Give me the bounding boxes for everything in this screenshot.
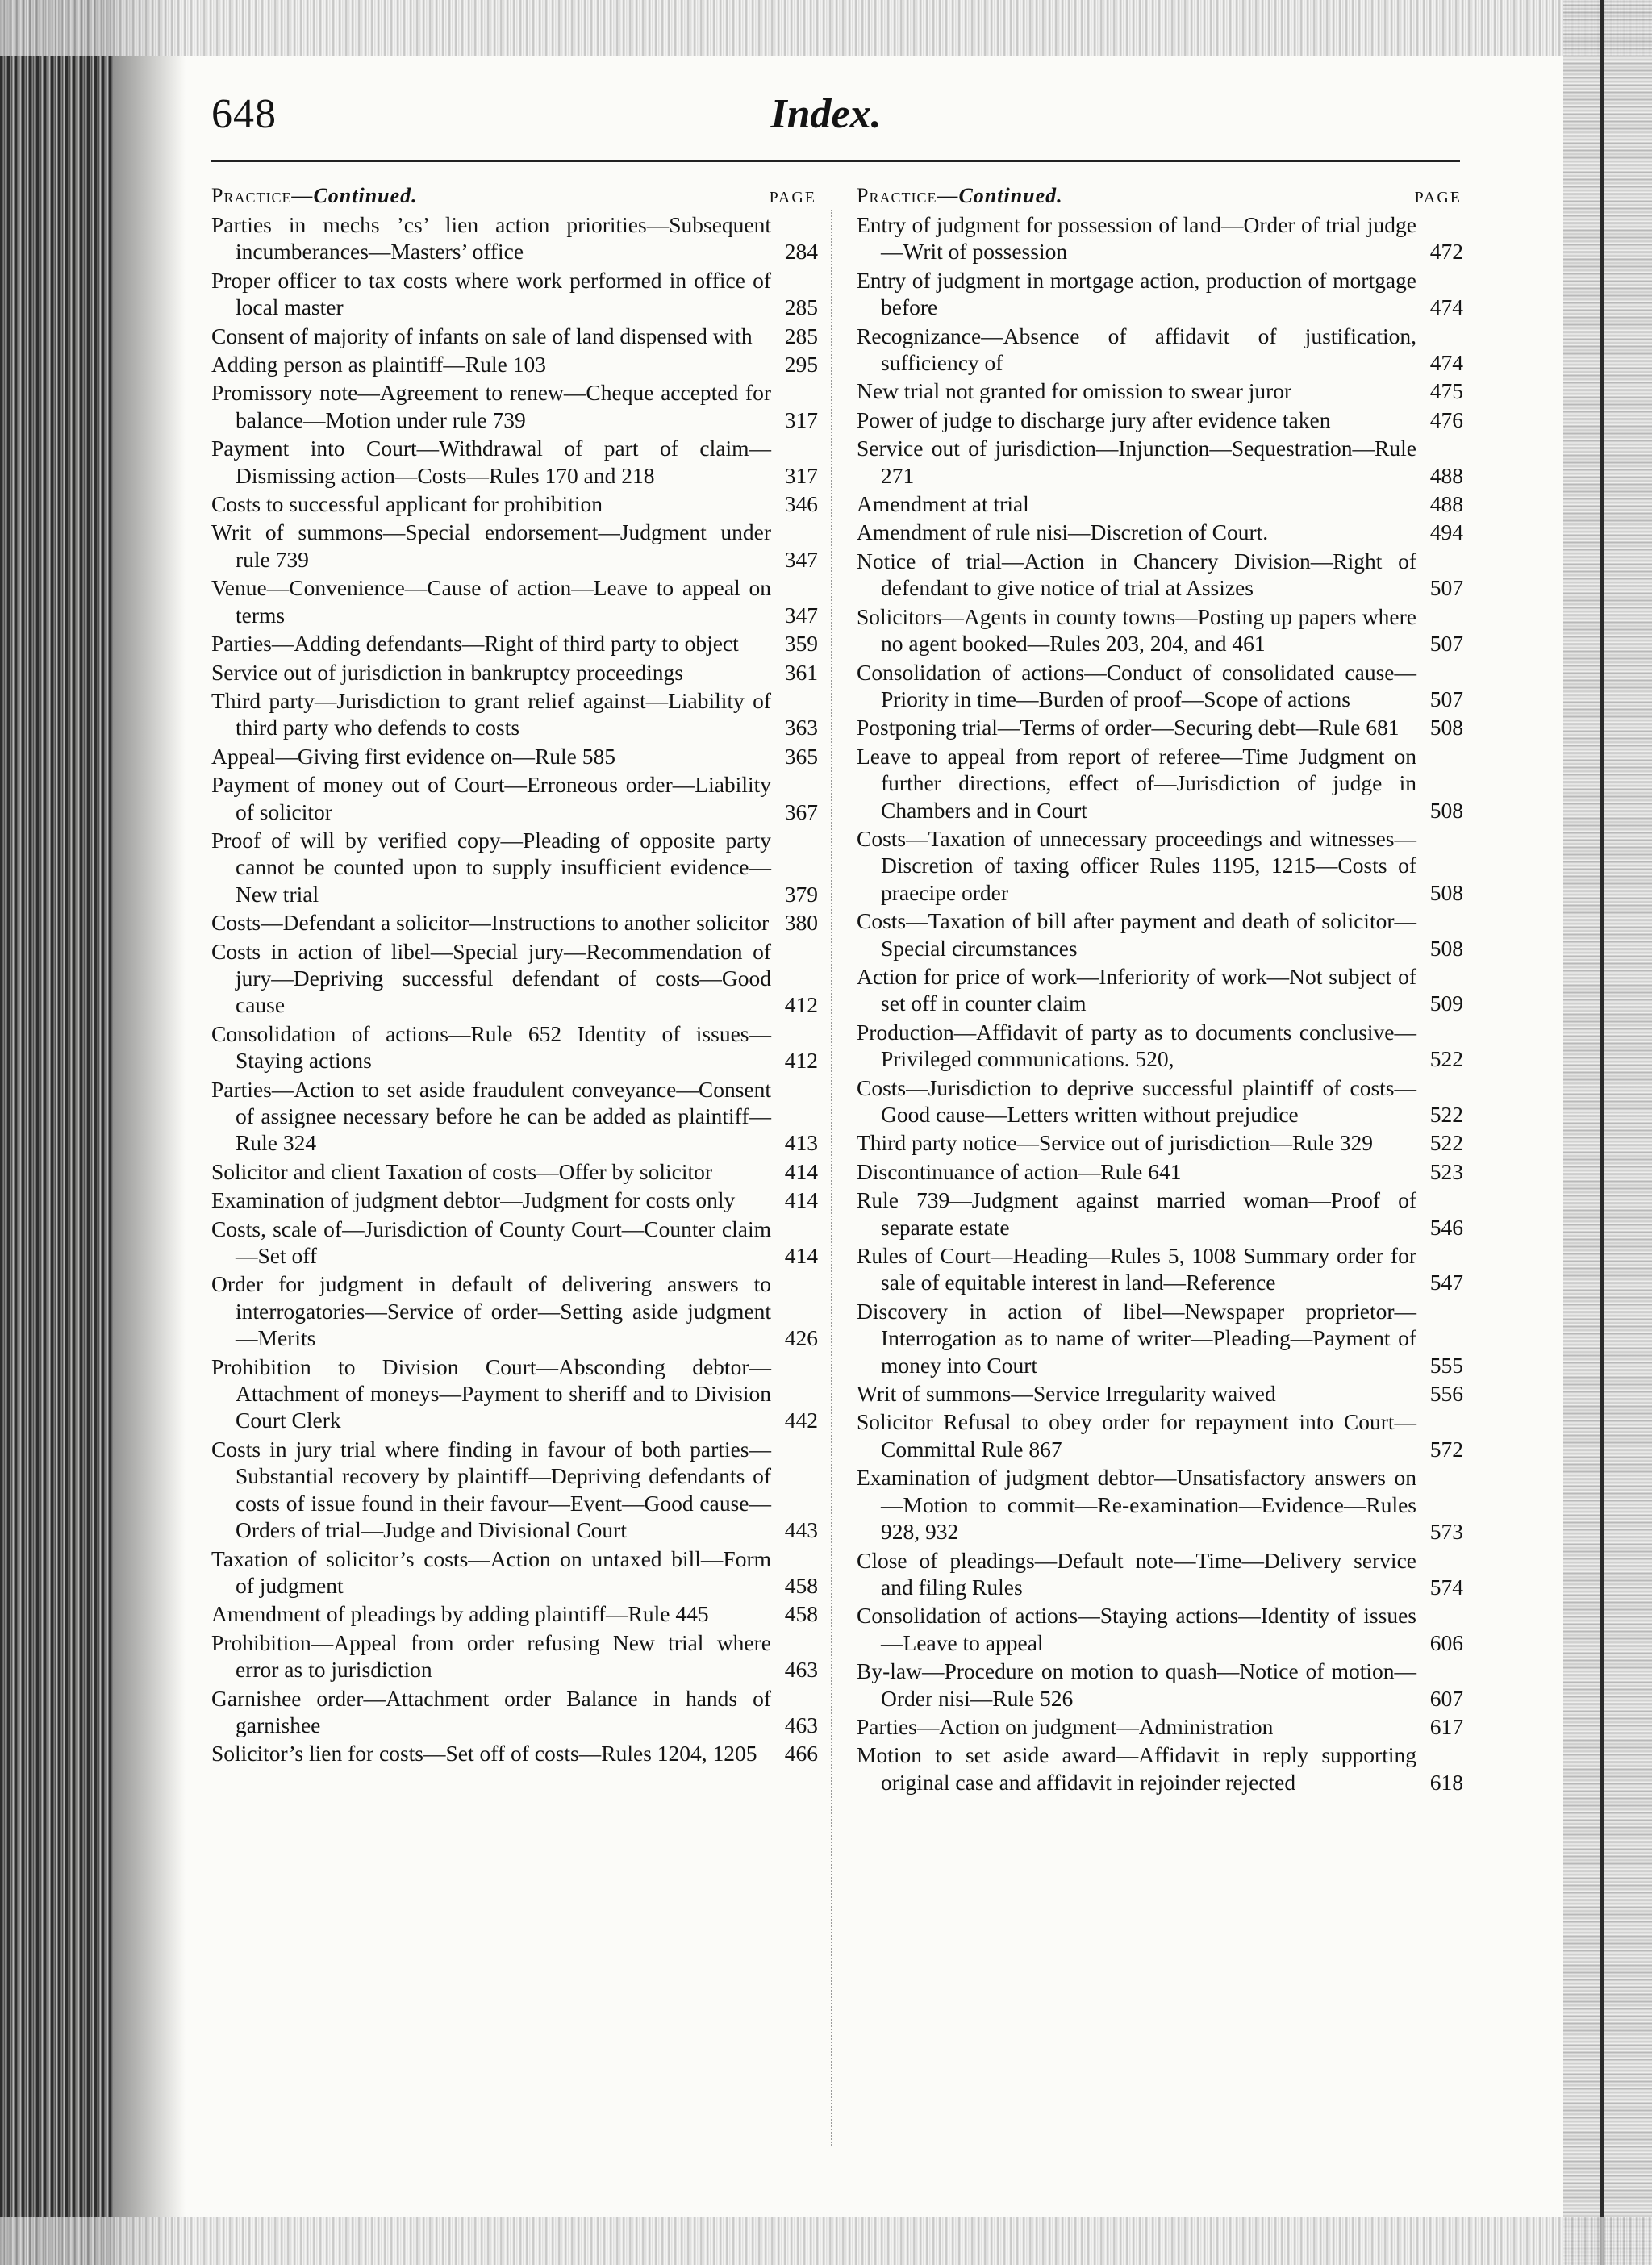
index-entry-page: 508 [1429, 797, 1463, 823]
index-entry [211, 1020, 818, 1074]
index-entry-text: Prohibition—Appeal from order refusing New trial where error as to jurisdiction [211, 1629, 771, 1683]
index-entry-text: Amendment of rule nisi—Discretion of Court. [857, 519, 1269, 545]
index-entry-text: Rule 739—Judgment against married woman—Proof of separate estate [857, 1187, 1416, 1240]
index-entry-text: Costs, scale of—Jurisdiction of County Court—Counter claim—Set off [211, 1216, 771, 1269]
index-entry-text: Consent of majority of infants on sale of land dispensed with [211, 323, 753, 348]
index-entry-page: 379 [784, 881, 818, 907]
running-head: Index. [770, 91, 882, 137]
index-entry [211, 351, 818, 378]
index-entry-text: Discovery in action of libel—Newspaper proprietor—Interrogation as to name of writer—Pleading—Payment of money into Court [857, 1298, 1416, 1378]
index-entry-text: Proof of will by verified copy—Pleading of opposite party cannot be counted upon to supply insufficient evidence—New trial [211, 827, 771, 907]
index-entry-text: Consolidation of actions—Conduct of consolidated cause—Priority in time—Burden of proof—Scope of actions [857, 659, 1416, 711]
index-entry-text: Costs in jury trial where finding in favour of both parties—Substantial recovery by plaintiff—Depriving defendants of costs of issue found in their favour—Event—Good cause—Orders of trial—Judge and Divisional Court [211, 1436, 771, 1543]
index-entry-text: Parties—Action on judgment—Administration [857, 1713, 1274, 1739]
index-entry-page: 347 [784, 546, 818, 572]
index-entry-text: Costs—Jurisdiction to deprive successful plaintiff of costs—Good cause—Letters written without prejudice [857, 1074, 1416, 1127]
index-entry-page: 508 [1429, 935, 1463, 961]
index-entry-text: Amendment of pleadings by adding plaintiff—Rule 445 [211, 1601, 709, 1627]
top-edge-noise [0, 0, 1652, 56]
index-entry-page: 284 [784, 239, 818, 265]
index-entry-text: Power of judge to discharge jury after evidence taken [857, 407, 1331, 432]
index-entry [211, 379, 818, 433]
index-entry-page: 443 [784, 1517, 818, 1543]
index-entry-page: 426 [784, 1325, 818, 1351]
index-entry-text: Writ of summons—Service Irregularity waived [857, 1381, 1276, 1407]
index-entry-page: 507 [1429, 686, 1463, 711]
index-entry [857, 1464, 1463, 1545]
index-entry [857, 1408, 1463, 1462]
index-entry-text: By-law—Procedure on motion to quash—Notice of motion—Order nisi—Rule 526 [857, 1658, 1416, 1711]
index-entry [857, 825, 1463, 906]
index-entry [857, 378, 1463, 404]
index-entry-page: 523 [1429, 1158, 1463, 1184]
index-entry-text: Proper officer to tax costs where work performed in office of local master [211, 267, 771, 320]
index-entry [211, 519, 818, 573]
column-heading [211, 184, 818, 208]
index-entry [857, 1713, 1463, 1740]
index-entry [211, 1187, 818, 1213]
index-entry-text: Costs—Taxation of bill after payment and death of solicitor—Special circumstances [857, 908, 1416, 961]
index-entry-text: Parties—Adding defendants—Right of third party to object [211, 631, 739, 657]
column-divider [831, 210, 833, 2146]
index-entry-page: 618 [1429, 1769, 1463, 1795]
index-entry-page: 474 [1429, 294, 1463, 320]
index-entry [857, 714, 1463, 740]
index-entry-text: Consolidation of actions—Rule 652 Identity of issues—Staying actions [211, 1020, 771, 1074]
index-entry-page: 508 [1429, 879, 1463, 905]
index-entry-page: 475 [1429, 378, 1463, 404]
index-entry-page: 367 [784, 799, 818, 824]
index-entry-text: Entry of judgment in mortgage action, production of mortgage before [857, 267, 1416, 320]
index-column-left [211, 184, 818, 1767]
index-entry-page: 556 [1429, 1381, 1463, 1407]
right-edge-noise [1563, 0, 1652, 2265]
index-entry-page: 617 [1429, 1713, 1463, 1739]
index-entry-text: New trial not granted for omission to swear juror [857, 378, 1292, 404]
index-column-right [857, 184, 1463, 1796]
index-entry [211, 743, 818, 770]
index-entry [211, 1685, 818, 1739]
index-entry [211, 1270, 818, 1351]
index-entry-text: Garnishee order—Attachment order Balance in hands of garnishee [211, 1685, 771, 1737]
index-entry-page: 380 [784, 910, 818, 936]
index-entry [857, 743, 1463, 824]
index-entry-page: 607 [1429, 1685, 1463, 1711]
index-entry-text: Promissory note—Agreement to renew—Cheque accepted for balance—Motion under rule 739 [211, 380, 771, 432]
index-entry [857, 1187, 1463, 1241]
index-entry [211, 1354, 818, 1434]
index-entry-text: Third party notice—Service out of jurisdiction—Rule 329 [857, 1130, 1374, 1156]
index-entry-page: 414 [784, 1243, 818, 1269]
index-entry-text: Costs in action of libel—Special jury—Recommendation of jury—Depriving successful defendant of costs—Good cause [211, 938, 771, 1018]
column-heading [857, 184, 1463, 208]
section-heading-continued: —Continued. [291, 184, 418, 207]
index-entry-text: Service out of jurisdiction—Injunction—Sequestration—Rule 271 [857, 436, 1416, 488]
index-entry-text: Payment into Court—Withdrawal of part of claim—Dismissing action—Costs—Rules 170 and 218 [211, 436, 771, 488]
index-entry-page: 365 [784, 743, 818, 769]
index-entry [211, 435, 818, 489]
index-entry-text: Rules of Court—Heading—Rules 5, 1008 Summary order for sale of equitable interest in land—Reference [857, 1243, 1416, 1295]
index-entry [857, 907, 1463, 961]
index-entry-page: 458 [784, 1572, 818, 1598]
index-entry-page: 488 [1429, 491, 1463, 517]
index-entries [857, 211, 1463, 1796]
index-entry-text: Parties in mechs ’cs’ lien action priorities—Subsequent incumberances—Masters’ office [211, 212, 771, 265]
index-entry-text: Writ of summons—Special endorsement—Judgment under rule 739 [211, 519, 771, 572]
index-entry [211, 211, 818, 265]
index-entry-text: Appeal—Giving first evidence on—Rule 585 [211, 743, 616, 769]
index-entry-page: 546 [1429, 1214, 1463, 1240]
page-column-label: PAGE [1414, 189, 1462, 206]
index-entry-text: Venue—Convenience—Cause of action—Leave to appeal on terms [211, 575, 771, 628]
section-heading-name: Practice [211, 184, 292, 207]
index-entry [857, 963, 1463, 1017]
index-entry [857, 1298, 1463, 1379]
section-heading [857, 184, 1063, 208]
index-entry [857, 1242, 1463, 1296]
index-entry-text: Entry of judgment for possession of land—Order of trial judge—Writ of possession [857, 212, 1416, 265]
index-entry-page: 507 [1429, 575, 1463, 601]
index-entry-page: 522 [1429, 1130, 1463, 1156]
index-entry-text: Leave to appeal from report of referee—Time Judgment on further directions, effect of—Jurisdiction of judge in Chambers and in Court [857, 743, 1416, 823]
section-heading-name: Practice [857, 184, 937, 207]
binding-shadow [0, 0, 113, 2265]
index-entry [211, 630, 818, 657]
index-entry-page: 508 [1429, 715, 1463, 740]
index-entry-text: Solicitor Refusal to obey order for repayment into Court—Committal Rule 867 [857, 1409, 1416, 1462]
binding-fade [113, 0, 186, 2265]
index-entry [857, 1742, 1463, 1796]
index-entry [857, 603, 1463, 657]
index-entry-text: Payment of money out of Court—Erroneous order—Liability of solicitor [211, 772, 771, 824]
index-entry-text: Close of pleadings—Default note—Time—Delivery service and filing Rules [857, 1547, 1416, 1600]
index-entry [211, 687, 818, 741]
index-entry [211, 1740, 818, 1767]
index-entry-page: 573 [1429, 1519, 1463, 1545]
section-heading [211, 184, 418, 208]
index-entry-page: 361 [784, 659, 818, 685]
index-entry [857, 323, 1463, 377]
index-entry-page: 463 [784, 1657, 818, 1683]
index-entry-text: Recognizance—Absence of affidavit of justification, sufficiency of [857, 323, 1416, 376]
index-entry-page: 466 [784, 1741, 818, 1767]
index-entry-text: Examination of judgment debtor—Unsatisfactory answers on—Motion to commit—Re-examination—Evidence—Rules 928, 932 [857, 1465, 1416, 1545]
index-entry-text: Examination of judgment debtor—Judgment for costs only [211, 1187, 736, 1213]
index-entry-text: Consolidation of actions—Staying actions—Identity of issues—Leave to appeal [857, 1603, 1416, 1655]
index-entry [857, 490, 1463, 517]
header-rule [211, 160, 1460, 162]
index-entry [857, 211, 1463, 265]
index-entry [211, 938, 818, 1019]
index-entry [857, 659, 1463, 713]
index-entry [857, 267, 1463, 321]
index-entry-page: 442 [784, 1408, 818, 1433]
index-entry-page: 494 [1429, 519, 1463, 545]
index-entry-text: Solicitors—Agents in county towns—Posting up papers where no agent booked—Rules 203, 204, and 461 [857, 603, 1416, 657]
section-heading-continued: —Continued. [937, 184, 1063, 207]
index-entry [857, 1658, 1463, 1712]
index-entry-text: Order for judgment in default of delivering answers to interrogatories—Service of order—Setting aside judgment—Merits [211, 1271, 771, 1351]
right-edge-line [1600, 0, 1604, 2265]
page-number: 648 [211, 91, 277, 137]
index-entry-text: Third party—Jurisdiction to grant relief against—Liability of third party who defends to costs [211, 687, 771, 740]
index-entry [857, 548, 1463, 602]
index-entry [211, 1076, 818, 1157]
index-entry [857, 1602, 1463, 1656]
index-entry [857, 1019, 1463, 1073]
index-entry-page: 363 [784, 715, 818, 740]
index-entry-page: 346 [784, 491, 818, 517]
index-entry-page: 463 [784, 1712, 818, 1737]
index-entry-page: 507 [1429, 631, 1463, 657]
index-entry-page: 574 [1429, 1574, 1463, 1600]
index-entry-text: Action for price of work—Inferiority of work—Not subject of set off in counter claim [857, 963, 1416, 1016]
index-entry-text: Prohibition to Division Court—Absconding debtor—Attachment of moneys—Payment to sheriff and to Division Court Clerk [211, 1354, 771, 1433]
index-entry [211, 1158, 818, 1185]
index-entry-page: 474 [1429, 350, 1463, 376]
index-entry [857, 1129, 1463, 1156]
index-entry [857, 407, 1463, 433]
index-entry [857, 435, 1463, 489]
index-entry-text: Discontinuance of action—Rule 641 [857, 1158, 1182, 1184]
index-entry-page: 547 [1429, 1270, 1463, 1295]
index-entry [211, 1629, 818, 1683]
index-entry [211, 267, 818, 321]
index-entry-page: 285 [784, 294, 818, 320]
index-entry [857, 519, 1463, 545]
index-entry-page: 412 [784, 992, 818, 1018]
index-entry-page: 488 [1429, 462, 1463, 488]
index-entry-page: 412 [784, 1048, 818, 1074]
index-entry [211, 490, 818, 517]
index-entry-text: Amendment at trial [857, 491, 1029, 517]
index-entry-text: Solicitor’s lien for costs—Set off of costs—Rules 1204, 1205 [211, 1741, 757, 1767]
index-entry-page: 509 [1429, 991, 1463, 1016]
index-entry-page: 606 [1429, 1629, 1463, 1655]
index-entry [211, 1600, 818, 1627]
index-entry-text: Postponing trial—Terms of order—Securing debt—Rule 681 [857, 715, 1400, 740]
index-entry-text: Costs—Taxation of unnecessary proceedings and witnesses—Discretion of taxing officer Rules 1195, 1215—Costs of praecipe order [857, 825, 1416, 905]
index-entry [857, 1158, 1463, 1185]
index-entry-page: 522 [1429, 1102, 1463, 1127]
index-entry-text: Adding person as plaintiff—Rule 103 [211, 352, 546, 378]
index-entry [211, 1545, 818, 1600]
index-entry-page: 413 [784, 1130, 818, 1156]
index-entry [857, 1074, 1463, 1128]
index-entry-page: 285 [784, 323, 818, 348]
index-entry-text: Taxation of solicitor’s costs—Action on untaxed bill—Form of judgment [211, 1545, 771, 1598]
index-entry-page: 347 [784, 602, 818, 628]
index-entry-page: 359 [784, 631, 818, 657]
index-entry-page: 295 [784, 352, 818, 378]
index-entry-text: Parties—Action to set aside fraudulent conveyance—Consent of assignee necessary before he can be added as plaintiff—Rule 324 [211, 1076, 771, 1156]
index-entry-page: 476 [1429, 407, 1463, 432]
index-entry-page: 317 [784, 407, 818, 432]
page-column-label: PAGE [769, 189, 816, 206]
index-entry-page: 317 [784, 462, 818, 488]
index-entry-page: 414 [784, 1187, 818, 1213]
index-entries [211, 211, 818, 1767]
index-entry-text: Service out of jurisdiction in bankruptcy proceedings [211, 659, 683, 685]
index-entry-page: 522 [1429, 1046, 1463, 1072]
index-entry-text: Costs—Defendant a solicitor—Instructions to another solicitor [211, 910, 770, 936]
index-entry [211, 1216, 818, 1270]
index-entry [211, 771, 818, 825]
index-entry-text: Costs to successful applicant for prohibition [211, 491, 603, 517]
index-entry-page: 414 [784, 1158, 818, 1184]
index-entry-text: Production—Affidavit of party as to documents conclusive—Privileged communications. 520, [857, 1019, 1416, 1072]
index-entry [211, 323, 818, 349]
index-entry-page: 458 [784, 1601, 818, 1627]
index-entry-text: Motion to set aside award—Affidavit in reply supporting original case and affidavit in rejoinder rejected [857, 1742, 1416, 1795]
index-entry-page: 555 [1429, 1352, 1463, 1378]
index-entry [211, 1436, 818, 1544]
index-entry [211, 659, 818, 686]
index-entry [211, 827, 818, 907]
index-entry-text: Notice of trial—Action in Chancery Division—Right of defendant to give notice of trial at Assizes [857, 548, 1416, 601]
index-entry-text: Solicitor and client Taxation of costs—Offer by solicitor [211, 1158, 713, 1184]
index-entry [211, 909, 818, 936]
bottom-edge-noise [0, 2217, 1652, 2265]
index-entry [857, 1547, 1463, 1601]
index-entry-page: 572 [1429, 1436, 1463, 1462]
index-entry [211, 574, 818, 628]
index-entry-page: 472 [1429, 239, 1463, 265]
index-entry [857, 1380, 1463, 1407]
